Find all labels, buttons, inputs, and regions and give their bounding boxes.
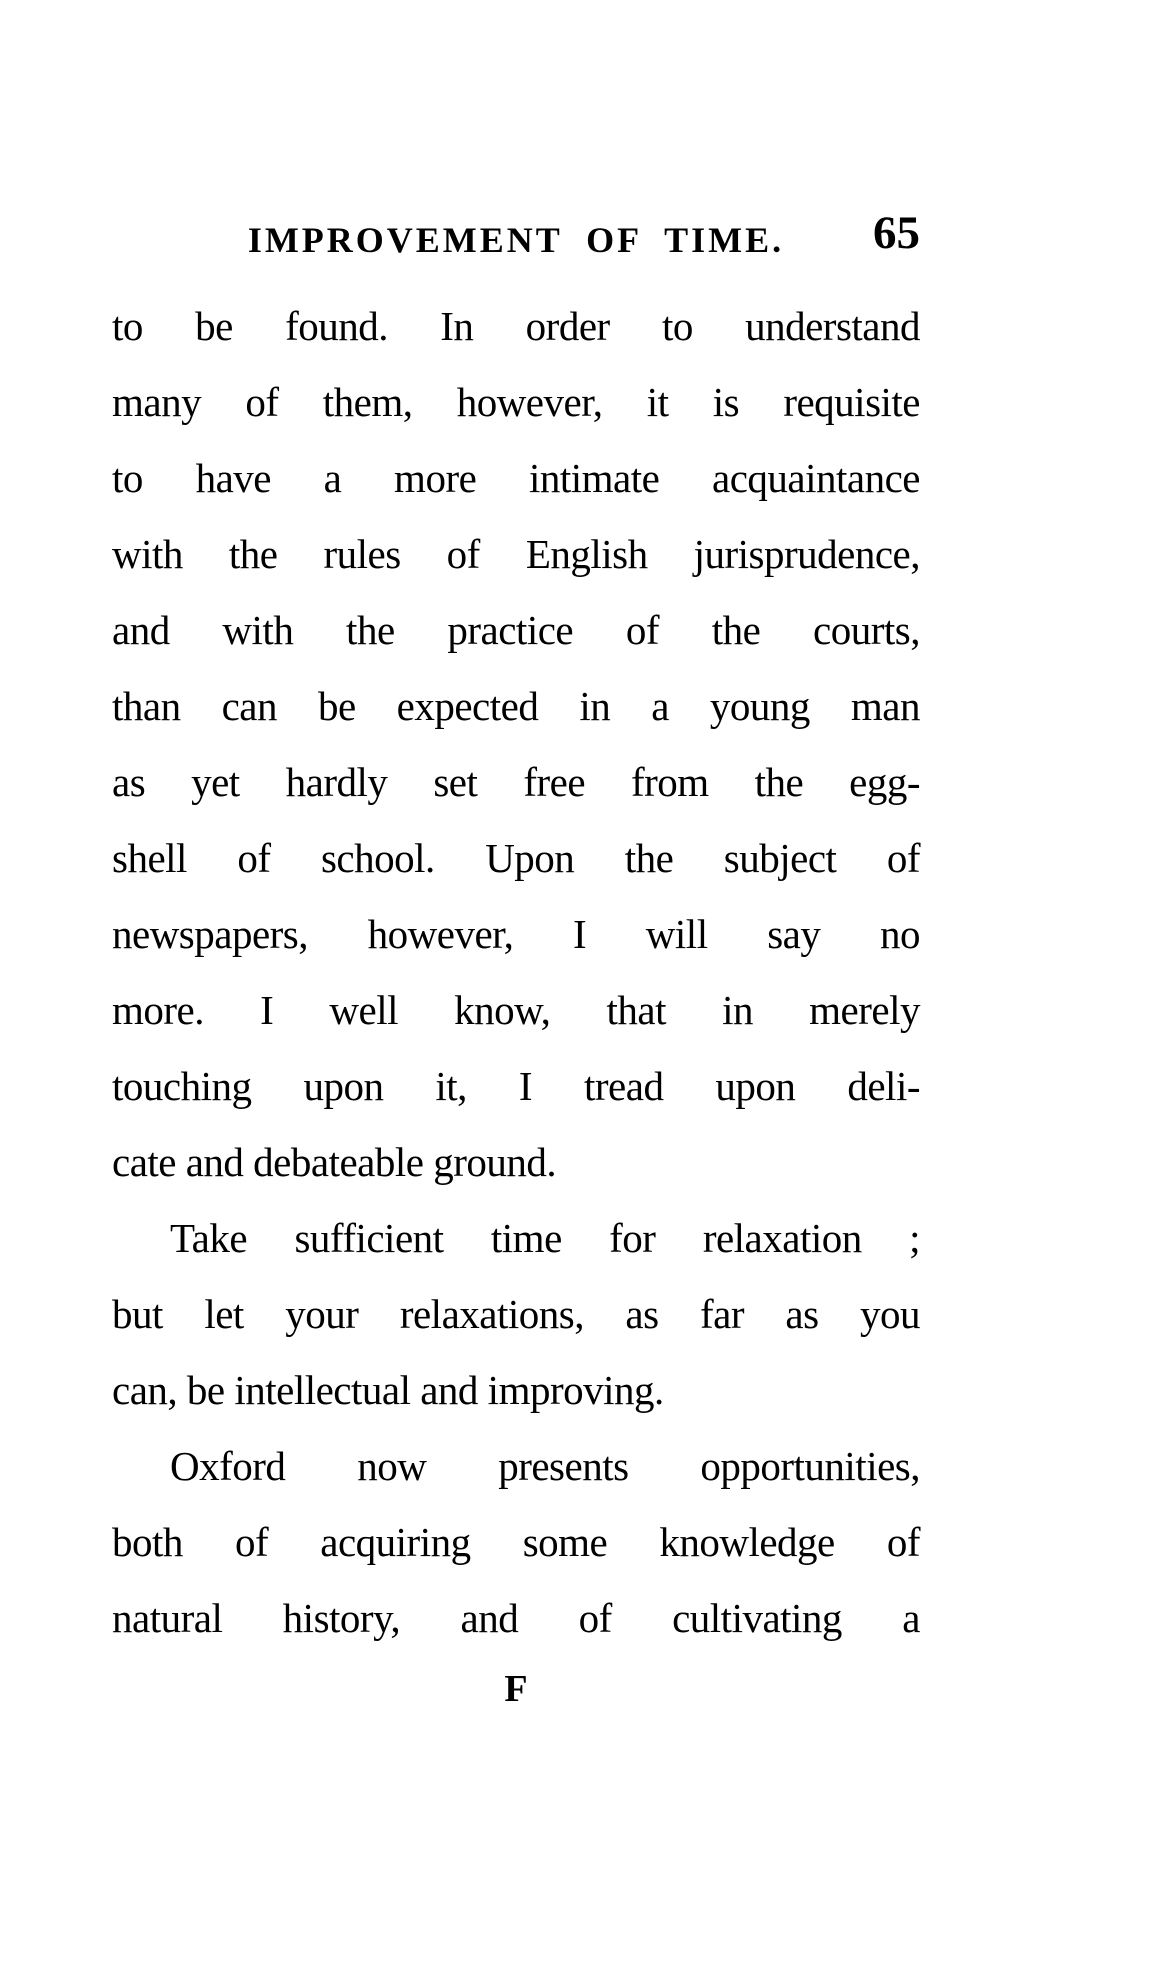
body-text xyxy=(112,288,920,1656)
text-line: as yet hardly set free from the egg- xyxy=(112,759,920,805)
running-header xyxy=(112,208,920,268)
text-line: can, be intellectual and improving. xyxy=(112,1367,664,1413)
text-line: shell of school. Upon the subject of xyxy=(112,835,920,881)
text-line: than can be expected in a young man xyxy=(112,683,920,729)
page-number: 65 xyxy=(873,207,920,259)
signature-mark: F xyxy=(504,1668,528,1710)
text-line: touching upon it, I tread upon deli- xyxy=(112,1063,920,1109)
text-line: both of acquiring some knowledge of xyxy=(112,1519,920,1565)
text-line: to have a more intimate acquaintance xyxy=(112,455,920,501)
text-line: newspapers, however, I will say no xyxy=(112,911,920,957)
text-line: many of them, however, it is requisite xyxy=(112,379,920,425)
text-line: and with the practice of the courts, xyxy=(112,607,920,653)
text-line: with the rules of English jurisprudence, xyxy=(112,531,920,577)
text-line: cate and debateable ground. xyxy=(112,1139,557,1185)
text-line: more. I well know, that in merely xyxy=(112,987,920,1033)
text-line: Take sufficient time for relaxation ; xyxy=(170,1215,920,1261)
text-line: natural history, and of cultivating a xyxy=(112,1595,920,1641)
header-title: IMPROVEMENT OF TIME. xyxy=(247,220,785,260)
text-line: Oxford now presents opportunities, xyxy=(170,1443,920,1489)
text-line: but let your relaxations, as far as you xyxy=(112,1291,920,1337)
text-line: to be found. In order to understand xyxy=(112,303,920,349)
